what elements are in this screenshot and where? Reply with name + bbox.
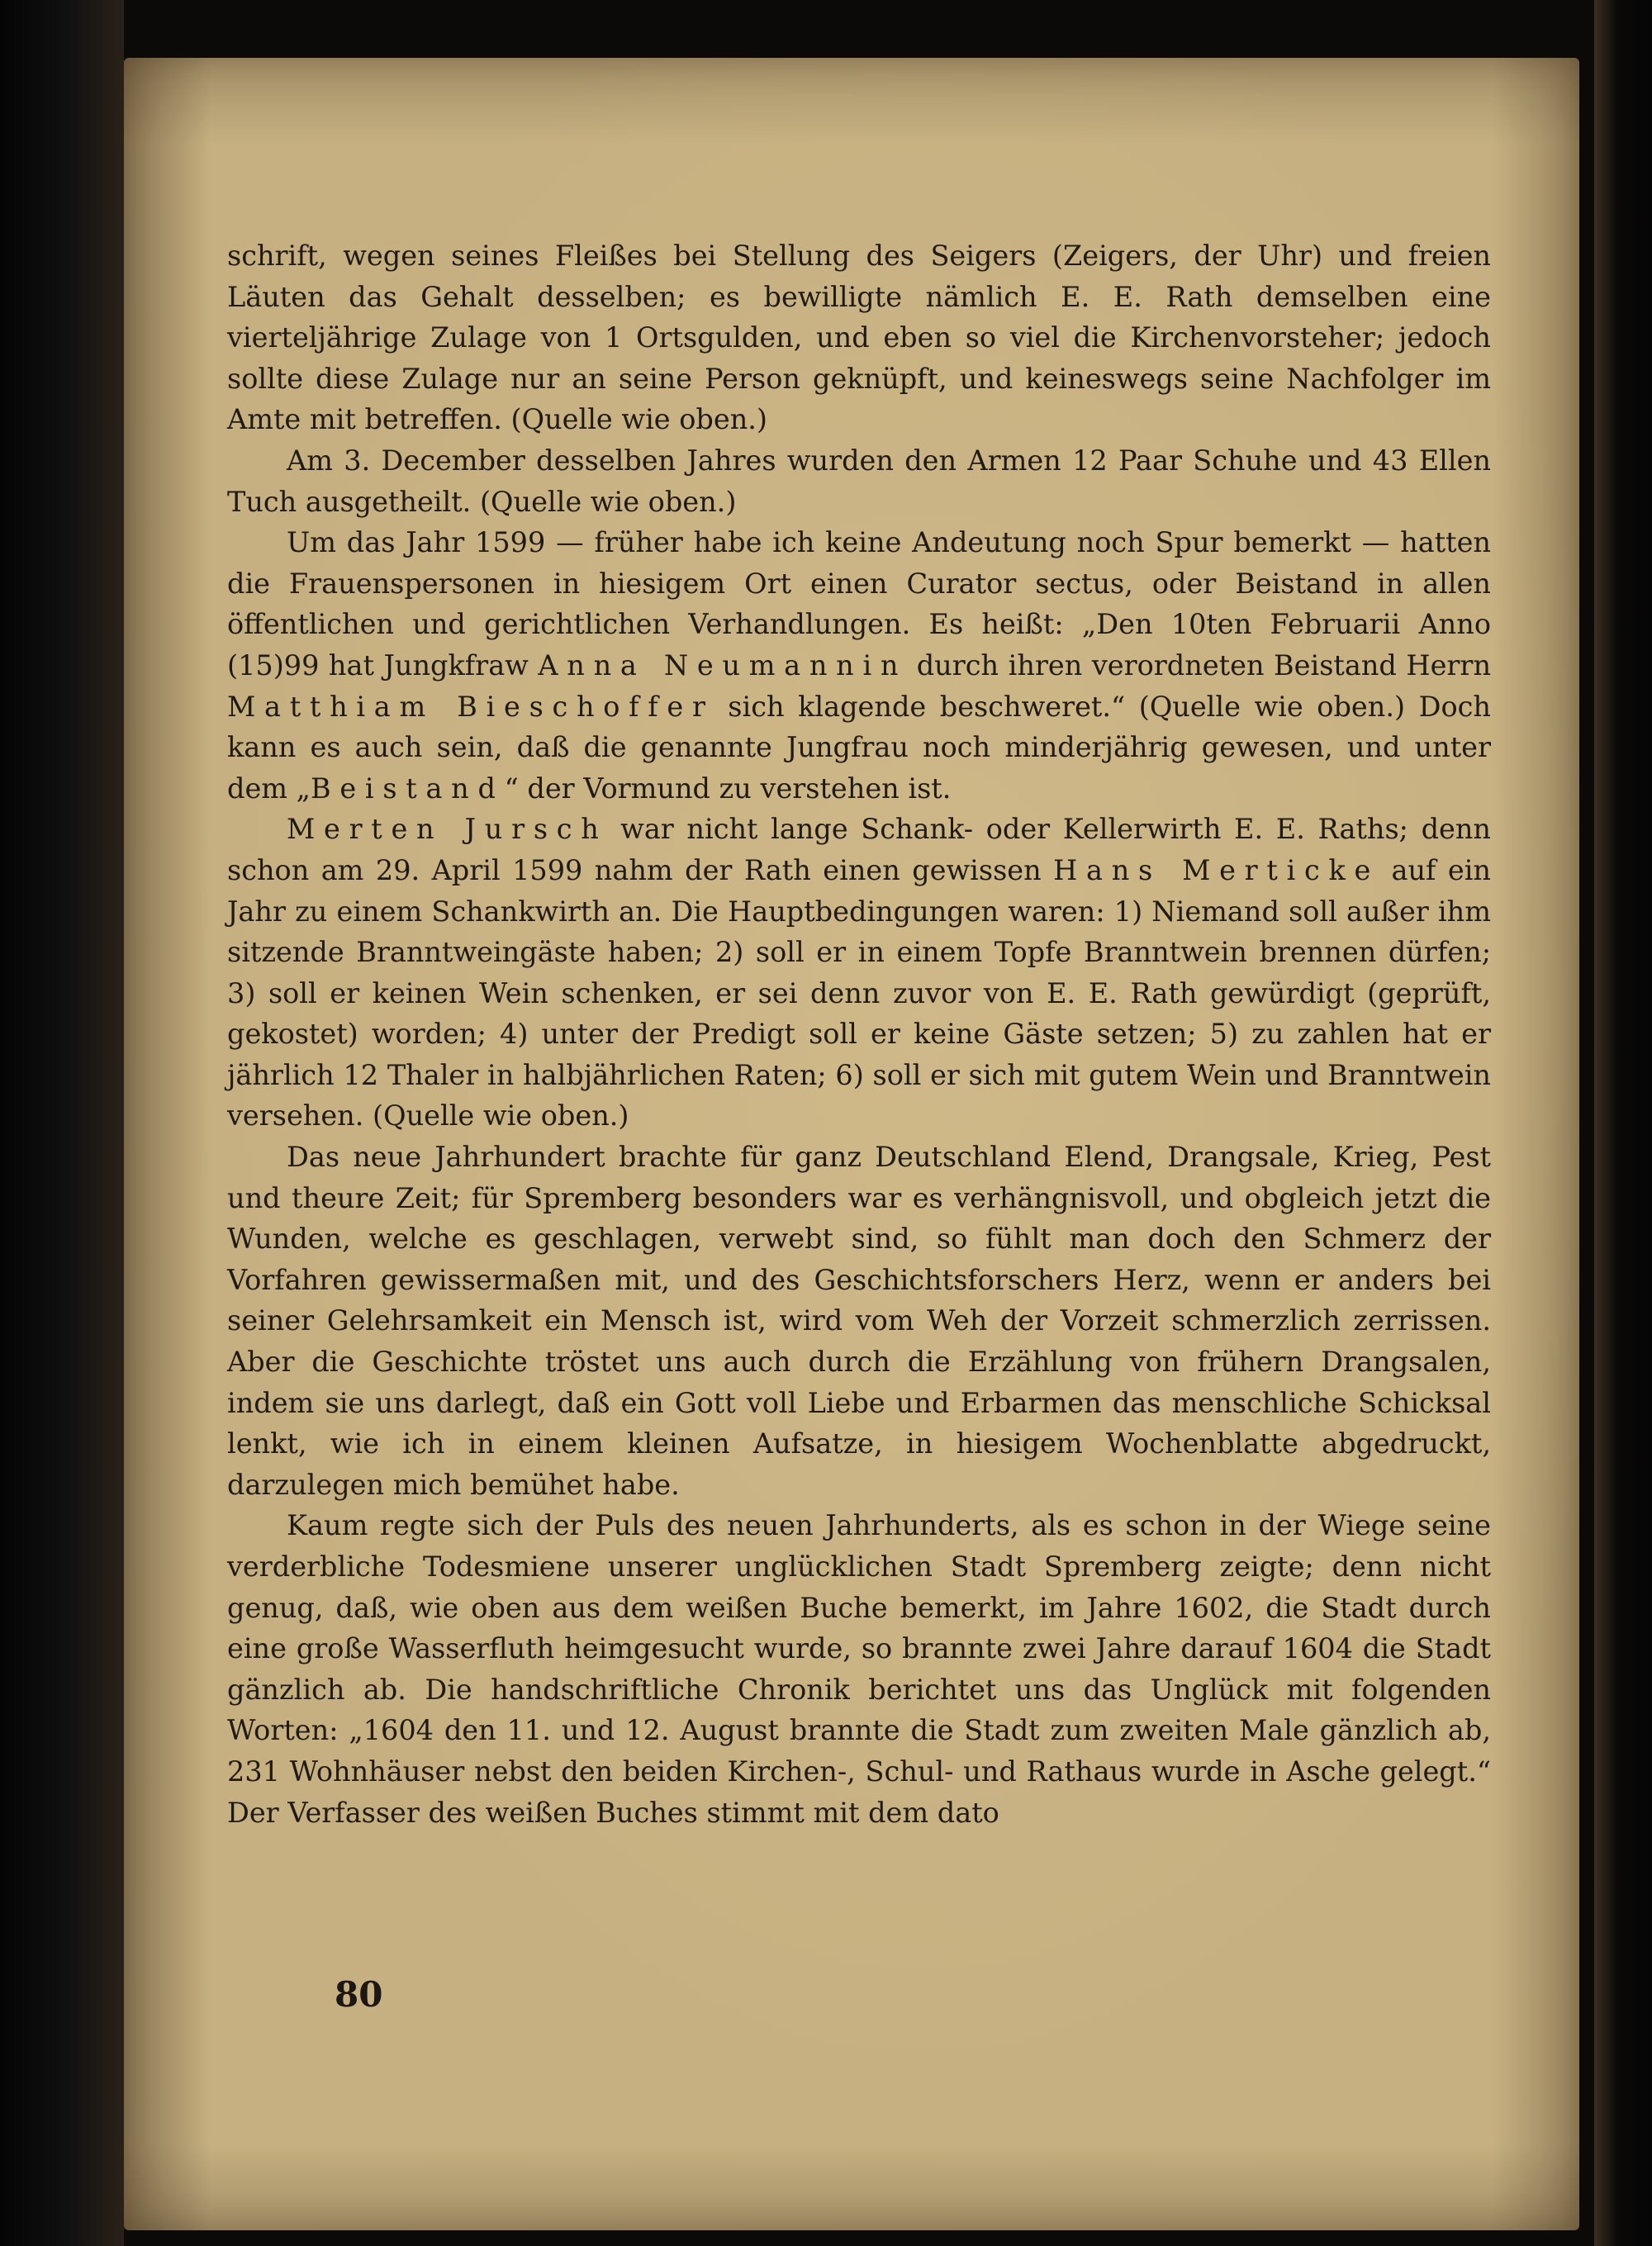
paragraph-2: [227, 440, 1491, 522]
book-binding-right: [1594, 0, 1652, 2246]
text-run: Kaum regte sich der Puls des neuen Jahrhunderts, als es schon in der Wiege seine verderbliche Todesmiene unserer unglücklichen Stadt Spremberg zeigte; denn nicht genug, daß, wie oben aus dem weißen Buche bemerkt, im Jahre 1602, die Stadt durch eine große Wasserfluth heimgesucht wurde, so brannte zwei Jahre darauf 1604 die Stadt gänzlich ab. Die handschriftliche Chronik berichtet uns das Unglück mit folgenden Worten: „1604 den 11. und 12. August brannte die Stadt zum zweiten Male gänzlich ab, 231 Wohnhäuser nebst den beiden Kirchen-, Schul- und Rathaus wurde in Asche gelegt.“ Der Verfasser des weißen Buches stimmt mit dem dato: [227, 1509, 1491, 1829]
text-run: durch ihren verordneten Beistand Herrn: [907, 648, 1492, 681]
text-run: Um das Jahr 1599 — früher habe ich keine Andeutung noch Spur bemerkt — hatten die Frauenspersonen in hiesigem Ort einen Curator sectus, oder Beistand in allen öffentlichen und gerichtlichen Verhandlungen. Es heißt: „Den 10ten Februarii Anno (15)99 hat Jungkfraw: [227, 526, 1491, 681]
paragraph-3: [227, 522, 1491, 809]
text-run: war nicht lange Schank- oder Kellerwirth E. E. Raths; denn schon am 29. April 1599 nahm der Rath einen gewissen: [227, 813, 1492, 886]
paragraph-6: [227, 1505, 1491, 1833]
paragraph-5: [227, 1137, 1491, 1505]
body-text: [227, 235, 1491, 1833]
spaced-name: Matthiam Bieschoffer: [227, 690, 714, 723]
page-number: 80: [335, 1974, 383, 2015]
spaced-name: Merten Jursch: [287, 813, 608, 846]
paragraph-1: [227, 235, 1491, 440]
text-run: auf ein Jahr zu einem Schankwirth an. Die Hauptbedingungen waren: 1) Niemand soll außer ihm sitzende Branntweingäste haben; 2) soll er in einem Topfe Branntwein brennen dürfen; 3) soll er keinen Wein schenken, er sei denn zuvor von E. E. Rath gewürdigt (geprüft, gekostet) worden; 4) unter der Predigt soll er keine Gäste setzen; 5) zu zahlen hat er jährlich 12 Thaler in halbjährlichen Raten; 6) soll er sich mit gutem Wein und Branntwein versehen. (Quelle wie oben.): [227, 853, 1491, 1132]
text-run: Am 3. December desselben Jahres wurden den Armen 12 Paar Schuhe und 43 Ellen Tuch ausgetheilt. (Quelle wie oben.): [227, 444, 1491, 518]
spaced-name: Beistand: [311, 772, 505, 805]
spaced-name: Anna Neumannin: [538, 648, 908, 681]
text-run: Das neue Jahrhundert brachte für ganz Deutschland Elend, Drangsale, Krieg, Pest und theure Zeit; für Spremberg besonders war es verhängnisvoll, und obgleich jetzt die Wunden, welche es geschlagen, verwebt sind, so fühlt man doch den Schmerz der Vorfahren gewissermaßen mit, und des Geschichtsforschers Herz, wenn er anders bei seiner Gelehrsamkeit ein Mensch ist, wird vom Weh der Vorzeit schmerzlich zerrissen. Aber die Geschichte tröstet uns auch durch die Erzählung von frühern Drangsalen, indem sie uns darlegt, daß ein Gott voll Liebe und Erbarmen das menschliche Schicksal lenkt, wie ich in einem kleinen Aufsatze, in hiesigem Wochenblatte abgedruckt, darzulegen mich bemühet habe.: [227, 1141, 1491, 1501]
spaced-name: Hans Merticke: [1053, 853, 1380, 886]
book-binding-left: [0, 0, 124, 2246]
paragraph-4: [227, 809, 1491, 1137]
text-run: “ der Vormund zu verstehen ist.: [504, 772, 952, 805]
text-run: schrift, wegen seines Fleißes bei Stellung des Seigers (Zeigers, der Uhr) und freien Läuten das Gehalt desselben; es bewilligte nämlich E. E. Rath demselben eine vierteljährige Zulage von 1 Ortsgulden, und eben so viel die Kirchenvorsteher; jedoch sollte diese Zulage nur an seine Person geknüpft, und keineswegs seine Nachfolger im Amte mit betreffen. (Quelle wie oben.): [227, 240, 1491, 436]
text-run: sich klagende beschweret.“ (Quelle wie oben.) Doch kann es auch sein, daß die genannte Jungfrau noch minderjährig gewesen, und unter dem „: [227, 690, 1491, 805]
